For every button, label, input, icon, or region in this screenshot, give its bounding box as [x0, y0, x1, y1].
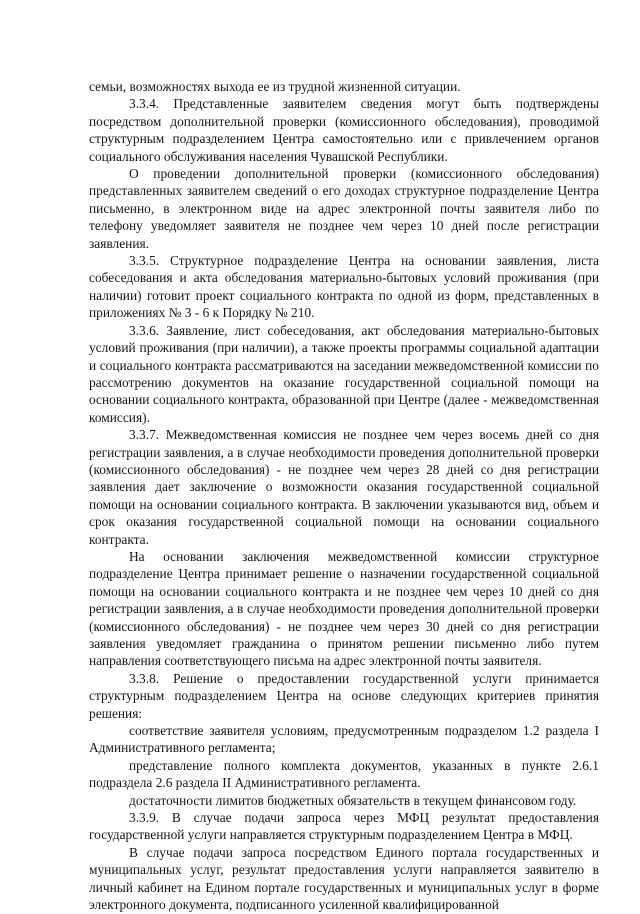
criterion-item-2: представление полного комплекта документов, указанных в пункте 2.6.1 подраздела 2.6 раздела II Административного регламента.	[89, 757, 599, 791]
document-body	[89, 78, 599, 914]
criterion-item-1: соответствие заявителя условиям, предусмотренным подразделом 1.2 раздела I Административного регламента;	[89, 723, 599, 756]
paragraph-portal-result: В случае подачи запроса посредством Единого портала государственных и муниципальных услуг, результат предоставления услуги направляется заявителю в личный кабинет на Едином портале государственных и муниципальных услуг в форме электронного документа, подписанного усиленной квалифицированной	[89, 844, 599, 913]
paragraph-3-3-4: 3.3.4. Представленные заявителем сведения могут быть подтверждены посредством дополнительной проверки (комиссионного обследования), проводимой структурным подразделением Центра самостоятельно или с привлечением органов социального обслуживания населения Чувашской Республики.	[89, 96, 599, 164]
paragraph-commission-decision: На основании заключения межведомственной комиссии структурное подразделение Центра принимает решение о назначении государственной социальной помощи на основании социального контракта и не позднее чем через 10 дней со дня регистрации заявления, а в случае необходимости проведения дополнительной проверки (комиссионного обследования) - не позднее чем через 30 дней со дня регистрации заявления уведомляет гражданина о принятом решении письменно либо путем направления соответствующего письма на адрес электронной почты заявителя.	[89, 548, 599, 669]
paragraph-additional-check-notice: О проведении дополнительной проверки (комиссионного обследования) представленных заявителем сведений о его доходах структурное подразделение Центра письменно, в электронном виде на адрес электронной почты заявителя либо по телефону уведомляет заявителя не позднее чем через 10 дней после регистрации заявления.	[89, 166, 599, 251]
paragraph-3-3-7: 3.3.7. Межведомственная комиссия не позднее чем через восемь дней со дня регистрации заявления, а в случае необходимости проведения дополнительной проверки (комиссионного обследования) - не позднее чем через 28 дней со дня регистрации заявления дает заключение о возможности оказания государственной социальной помощи на основании социального контракта. В заключении указываются вид, объем и срок оказания государственной социальной помощи на основании социального контракта.	[89, 427, 599, 547]
criterion-item-3: достаточности лимитов бюджетных обязательств в текущем финансовом году.	[129, 792, 577, 808]
paragraph-3-3-5: 3.3.5. Структурное подразделение Центра на основании заявления, листа собеседования и акта обследования материально-бытовых условий проживания (при наличии) готовит проект социального контракта по одной из форм, представленных в приложениях № 3 - 6 к Порядку № 210.	[89, 253, 599, 321]
paragraph-continuation: семьи, возможностях выхода ее из трудной жизненной ситуации.	[89, 79, 461, 94]
paragraph-3-3-8: 3.3.8. Решение о предоставлении государственной услуги принимается структурным подразделением Центра на основе следующих критериев принятия решения:	[89, 670, 599, 721]
paragraph-3-3-9: 3.3.9. В случае подачи запроса через МФЦ результат предоставления государственной услуги направляется структурным подразделением Центра в МФЦ.	[89, 810, 599, 843]
paragraph-3-3-6: 3.3.6. Заявление, лист собеседования, акт обследования материально-бытовых условий проживания (при наличии), а также проекты программы социальной адаптации и социального контракта рассматриваются на заседании межведомственной комиссии по рассмотрению документов на оказание государственной социальной помощи на основании социального контракта, образованной при Центре (далее - межведомственная комиссия).	[89, 322, 599, 425]
